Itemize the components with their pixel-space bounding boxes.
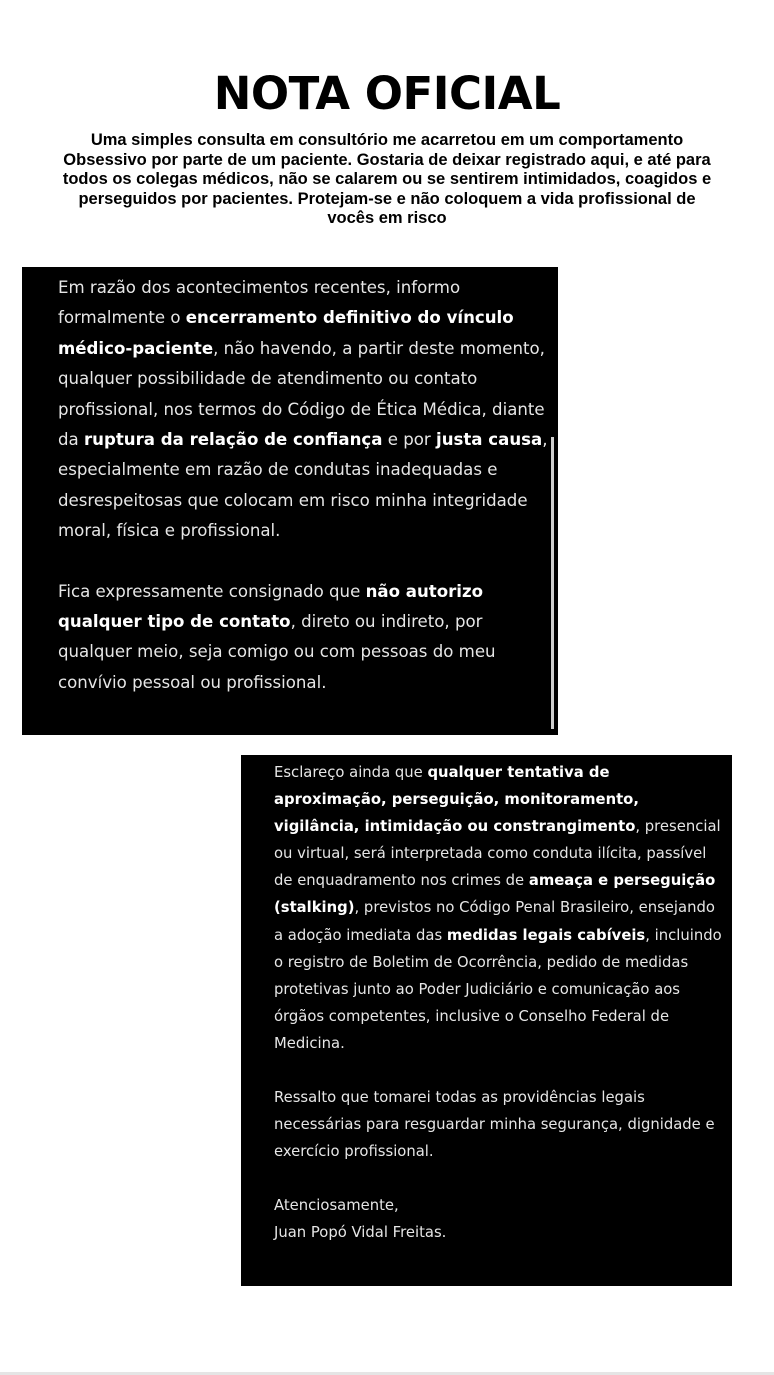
notice-card-2 — [241, 755, 732, 1286]
no-contact-paragraph — [58, 577, 548, 699]
text-segment: Em razão dos acontecimentos recentes, informo formalmente o — [58, 278, 461, 328]
text-segment: , direto ou indireto, por qualquer meio, seja comigo ou com pessoas do meu convívio pessoal ou profissional. — [58, 612, 496, 692]
bold-segment: medidas legais cabíveis — [446, 926, 646, 944]
text-segment: , previstos no Código Penal Brasileiro, ensejando a adoção imediata das — [274, 899, 715, 944]
text-segment: Esclareço ainda que — [274, 764, 428, 781]
paragraph-spacer — [58, 547, 548, 577]
termination-paragraph — [58, 273, 548, 547]
notice-card-1 — [22, 267, 558, 735]
bold-segment: encerramento definitivo do vínculo médico-paciente — [58, 308, 514, 358]
signature-text: Juan Popó Vidal Freitas. — [274, 1224, 447, 1242]
text-segment: Fica expressamente consignado que — [58, 581, 366, 601]
text-segment: , presencial ou virtual, será interpretada como conduta ilícita, passível de enquadramento nos crimes de — [274, 818, 721, 890]
measures-paragraph: Ressalto que tomarei todas as providências legais necessárias para resguardar minha segurança, dignidade e exercício profissional. — [274, 1089, 715, 1161]
text-segment: e por — [382, 430, 436, 450]
paragraph-spacer — [274, 1165, 722, 1192]
bold-segment: não autorizo qualquer tipo de contato — [58, 581, 484, 632]
bold-segment: justa causa — [436, 430, 543, 450]
bold-segment: ruptura da relação de confiança — [83, 430, 383, 450]
page-title: NOTA OFICIAL — [213, 67, 561, 120]
closing-text: Atenciosamente, — [274, 1197, 399, 1215]
text-segment: , especialmente em razão de condutas inadequadas e desrespeitosas que colocam em risco minha integridade moral, física e profissional. — [58, 430, 548, 541]
scrollbar[interactable] — [551, 437, 554, 729]
text-segment: , não havendo, a partir deste momento, qualquer possibilidade de atendimento ou contato profissional, nos termos do Código de Ética Médica, diante da — [58, 338, 545, 450]
legal-warning-paragraph — [274, 759, 722, 1057]
text-segment: , incluindo o registro de Boletim de Ocorrência, pedido de medidas protetivas junto ao Poder Judiciário e comunicação aos órgãos competentes, inclusive o Conselho Federal de Medicina. — [274, 926, 722, 1052]
page-subtitle: Uma simples consulta em consultório me acarretou em um comportamento Obsessivo por parte de um paciente. Gostaria de deixar registrado aqui, e até para todos os colegas médicos, não se calarem ou se sentirem intimidados, coagidos e perseguidos por pacientes. Protejam-se e não coloquem a vida profissional de vocês em risco — [62, 131, 712, 227]
bold-segment: ameaça e perseguição (stalking) — [274, 872, 716, 917]
paragraph-spacer — [274, 1057, 722, 1084]
bold-segment: qualquer tentativa de aproximação, perseguição, monitoramento, vigilância, intimidação ou constrangimento — [274, 764, 639, 836]
